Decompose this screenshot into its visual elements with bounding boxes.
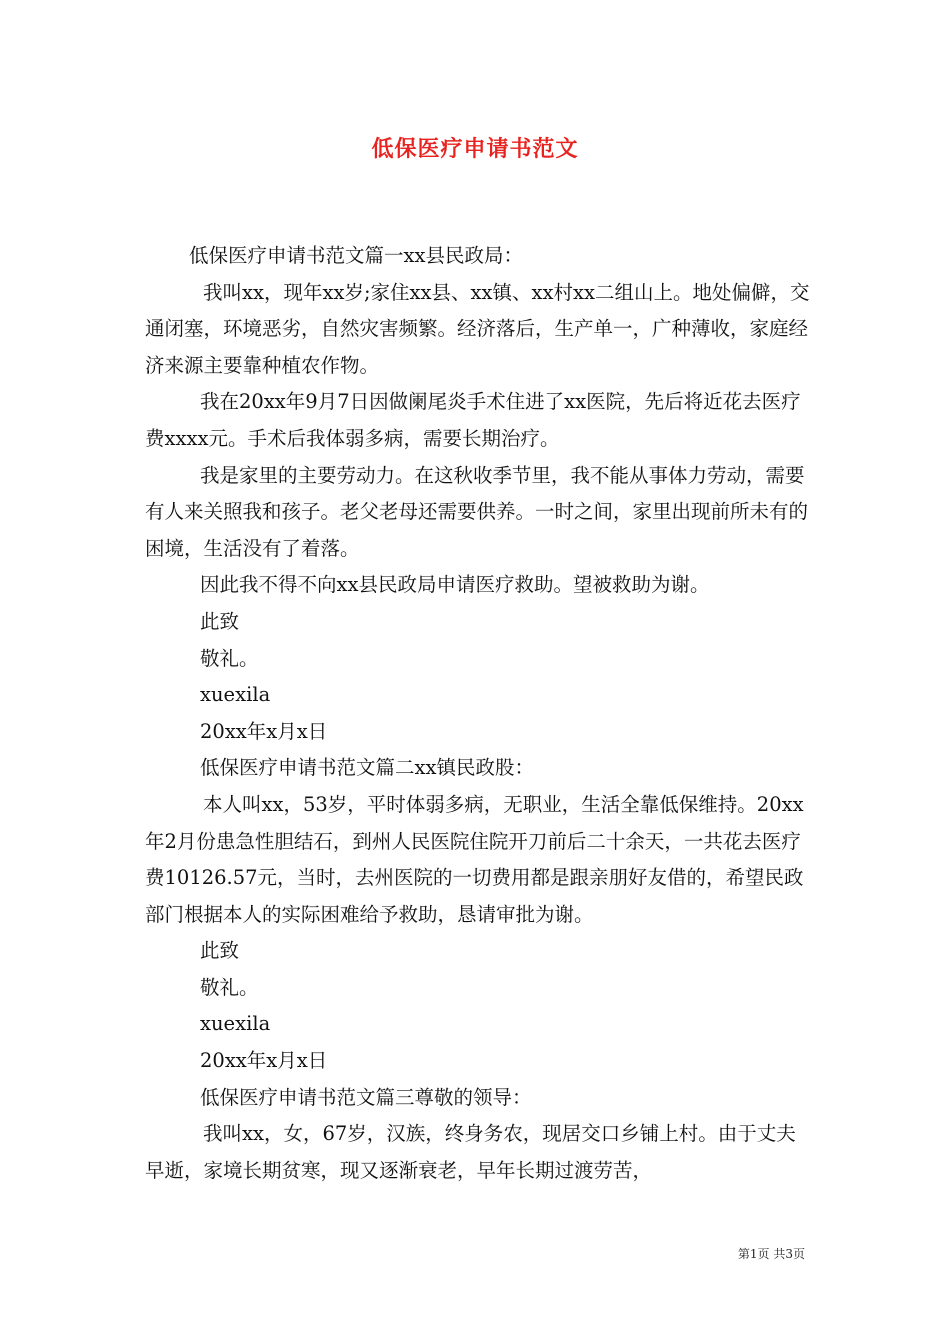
paragraph: 我叫xx，女，67岁，汉族，终身务农，现居交口乡铺上村。由于丈夫早逝，家境长期贫寒，现又逐渐衰老，早年长期过渡劳苦， xyxy=(145,1122,796,1182)
date-line: 20xx年x月x日 xyxy=(200,719,328,743)
closing-line: 敬礼。 xyxy=(200,975,259,999)
paragraph: 低保医疗申请书范文篇一xx县民政局： xyxy=(189,244,523,267)
paragraph: 因此我不得不向xx县民政局申请医疗救助。望被救助为谢。 xyxy=(200,573,710,597)
paragraph: 低保医疗申请书范文篇三尊敬的领导： xyxy=(200,1085,532,1109)
signature: xuexila xyxy=(200,683,271,707)
page-title: 低保医疗申请书范文 xyxy=(371,136,579,162)
paragraph: 我叫xx，现年xx岁;家住xx县、xx镇、xx村xx二组山上。地处偏僻，交通闭塞，环境恶劣，自然灾害频繁。经济落后，生产单一，广种薄收，家庭经济来源主要靠种植农作物。 xyxy=(145,280,810,377)
signature: xuexila xyxy=(200,1012,271,1036)
date-line: 20xx年x月x日 xyxy=(200,1049,328,1073)
closing-line: 此致 xyxy=(200,939,240,963)
paragraph: 低保医疗申请书范文篇二xx镇民政股： xyxy=(200,756,534,780)
closing-line: 此致 xyxy=(200,609,240,633)
closing-line: 敬礼。 xyxy=(200,646,259,670)
paragraph: 我是家里的主要劳动力。在这秋收季节里，我不能从事体力劳动，需要有人来关照我和孩子。老父老母还需要供养。一时之间，家里出现前所未有的困境，生活没有了着落。 xyxy=(145,463,809,560)
paragraph: 本人叫xx，53岁，平时体弱多病，无职业，生活全靠低保维持。20xx年2月份患急性胆结石，到州人民医院住院开刀前后二十余天，一共花去医疗费10126.57元，当时，去州医院的一切费用都是跟亲朋好友借的，希望民政部门根据本人的实际困难给予救助，恳请审批为谢。 xyxy=(145,792,804,926)
page-number: 第1页 共3页 xyxy=(737,1247,805,1261)
document-body xyxy=(145,238,815,1189)
paragraph: 我在20xx年9月7日因做阑尾炎手术住进了xx医院，先后将近花去医疗费xxxx元。手术后我体弱多病，需要长期治疗。 xyxy=(145,390,801,450)
